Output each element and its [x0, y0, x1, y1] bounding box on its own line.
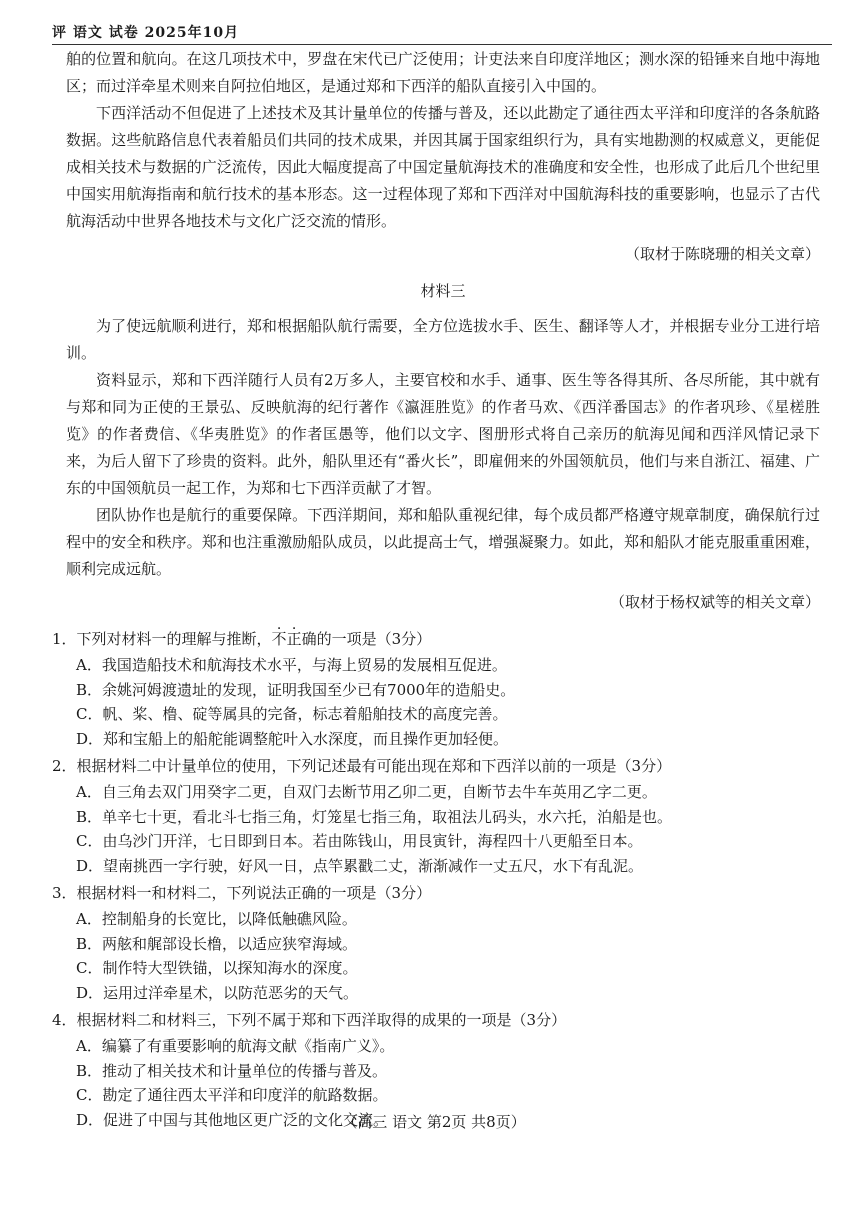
question-1-option-b: B．余姚河姆渡遗址的发现，证明我国至少已有7000年的造船史。 — [76, 680, 516, 699]
question-4-option-c: C．勘定了通往西太平洋和印度洋的航路数据。 — [76, 1086, 388, 1104]
question-4-option-a: A．编纂了有重要影响的航海文献《指南广义》。 — [76, 1037, 395, 1055]
page-footer: （高三 语文 第2页 共8页） — [342, 1113, 526, 1131]
paragraph-continued: 舶的位置和航向。在这几项技术中，罗盘在宋代已广泛使用；计吏法来自印度洋地区；测水深的铅锤来自地中海地区；而过洋牵星术则来自阿拉伯地区，是通过郑和下西洋的船队直接引入中国的。 — [66, 50, 820, 95]
question-1-option-a: A．我国造船技术和航海技术水平，与海上贸易的发展相互促进。 — [76, 656, 507, 674]
emphasis-char: 不 — [271, 630, 287, 648]
question-4-option-b: B．推动了相关技术和计量单位的传播与普及。 — [76, 1061, 388, 1080]
question-2-option-b: B．单辛七十更，看北斗七指三角，灯笼星七指三角，取祖法儿码头，水六托，泊船是也。 — [76, 807, 673, 826]
page-content — [52, 46, 820, 1132]
question-2-stem: 2．根据材料二中计量单位的使用，下列记述最有可能出现在郑和下西洋以前的一项是（3分） — [52, 757, 672, 775]
source-citation: （取材于杨权斌等的相关文章） — [609, 593, 820, 611]
question-2-option-d: D．望南挑西一字行驶，好风一日，点竿累戳二丈，渐渐减作一丈五尺，水下有乱泥。 — [76, 856, 644, 875]
source-citation: （取材于陈晓珊的相关文章） — [624, 245, 820, 263]
question-1-option-d: D．郑和宝船上的船舵能调整舵叶入水深度，而且操作更加轻便。 — [76, 729, 509, 748]
question-4-stem: 4．根据材料二和材料三，下列不属于郑和下西洋取得的成果的一项是（3分） — [52, 1011, 567, 1029]
paragraph: 资料显示，郑和下西洋随行人员有2万多人，主要官校和水手、通事、医生等各得其所、各尽所能，其中就有与郑和同为正使的王景弘、反映航海的纪行著作《瀛涯胜览》的作者马欢、《西洋番国志》的作者巩珍、《星槎胜览》的作者费信、《华夷胜览》的作者匡愚等，他们以文字、图册形式将自己亲历的航海见闻和西洋风情记录下来，为后人留下了珍贵的资料。此外，船队里还有“番火长”，即雇佣来的外国领航员，他们与来自浙江、福建、广东的中国领航员一起工作，为郑和七下西洋贡献了才智。 — [66, 371, 820, 497]
question-3-option-c: C．制作特大型铁锚，以探知海水的深度。 — [76, 959, 358, 977]
question-3-option-b: B．两舷和艉部设长橹，以适应狭窄海域。 — [76, 934, 358, 953]
paragraph: 团队协作也是航行的重要保障。下西洋期间，郑和船队重视纪律，每个成员都严格遵守规章制度，确保航行过程中的安全和秩序。郑和也注重激励船队成员，以此提高士气，增强凝聚力。如此，郑和船队才能克服重重困难，顺利完成远航。 — [66, 506, 820, 578]
paragraph: 为了使远航顺利进行，郑和根据船队航行需要，全方位选拔水手、医生、翻译等人才，并根据专业分工进行培训。 — [66, 317, 820, 362]
question-3-stem: 3．根据材料一和材料二，下列说法正确的一项是（3分） — [52, 884, 432, 902]
question-1-option-c: C．帆、桨、橹、碇等属具的完备，标志着船舶技术的高度完善。 — [76, 705, 508, 723]
question-3-option-d: D．运用过洋牵星术，以防范恶劣的天气。 — [76, 983, 359, 1002]
question-2-option-a: A．自三角去双门用癸字二更，自双门去断节用乙卯二更，自断节去牛车英用乙字二更。 — [76, 783, 657, 801]
emphasis-char: 正 — [286, 630, 302, 648]
paragraph: 下西洋活动不但促进了上述技术及其计量单位的传播与普及，还以此勘定了通往西太平洋和印度洋的各条航路数据。这些航路信息代表着船员们共同的技术成果，并因其属于国家组织行为，具有实地勘测的权威意义，更能促成相关技术与数据的广泛流传，因此大幅度提高了中国定量航海技术的准确度和安全性，也形成了此后几个世纪里中国实用航海指南和航行技术的基本形态。这一过程体现了郑和下西洋对中国航海科技的重要影响，也显示了古代航海活动中世界各地技术与文化广泛交流的情形。 — [66, 104, 820, 230]
question-3-option-a: A．控制船身的长宽比，以降低触礁风险。 — [76, 910, 357, 928]
question-2-option-c: C．由乌沙门开洋，七日即到日本。若由陈钱山，用艮寅针，海程四十八更船至日本。 — [76, 832, 643, 850]
page-header: 评 语文 试卷 2025年10月 — [52, 22, 832, 45]
section-title: 材料三 — [420, 282, 466, 300]
question-4-option-d: D．促进了中国与其他地区更广泛的文化交流。 — [76, 1110, 389, 1129]
question-1-stem: 1．下列对材料一的理解与推断，不正确的一项是（3分） — [52, 630, 432, 648]
